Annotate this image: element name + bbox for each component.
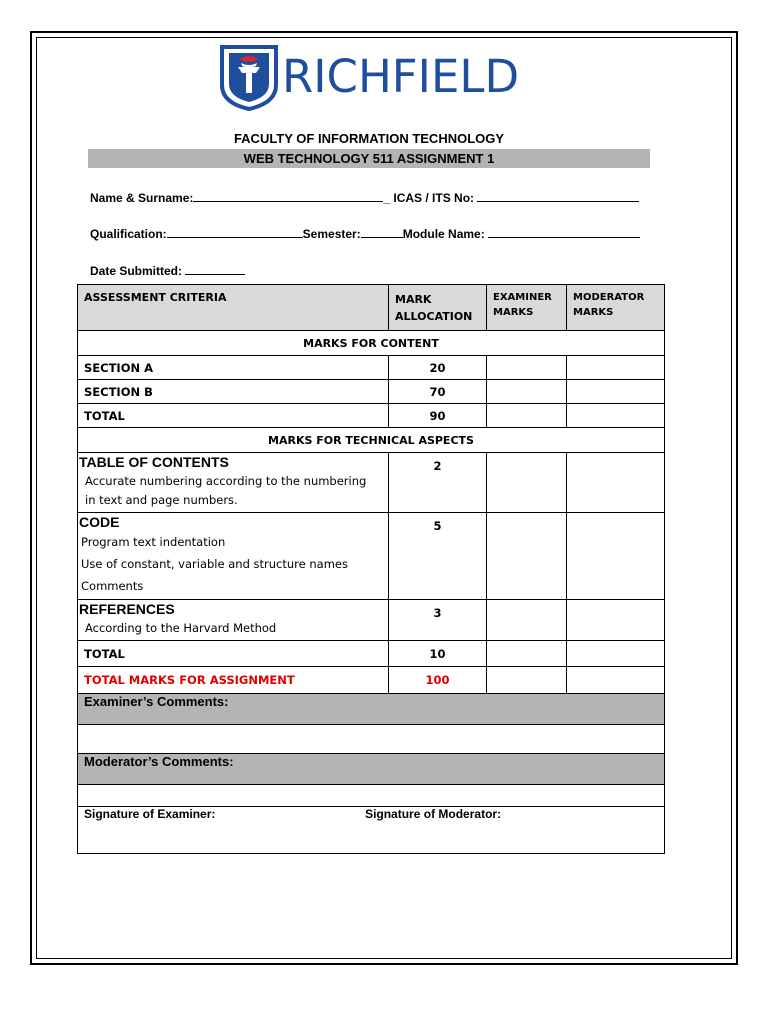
toc-moderator-cell[interactable]: [567, 453, 665, 513]
technical-total-examiner-cell[interactable]: [487, 641, 567, 667]
section-a-examiner-cell[interactable]: [487, 356, 567, 380]
assessment-table: [77, 284, 665, 854]
code-marks: 5: [389, 513, 487, 600]
brand-name: RICHFIELD: [282, 50, 520, 103]
signature-moderator-label: Signature of Moderator:: [365, 807, 502, 821]
name-field: [90, 190, 639, 205]
table-row: [78, 380, 665, 404]
grand-total-marks: 100: [389, 667, 487, 694]
code-examiner-cell[interactable]: [487, 513, 567, 600]
table-row: [78, 600, 665, 641]
icas-label: _ ICAS / ITS No:: [383, 191, 475, 205]
semester-input-line[interactable]: [361, 226, 403, 238]
header-mark-line2: ALLOCATION: [395, 310, 473, 323]
name-label: Name & Surname:: [90, 191, 194, 205]
table-row: [78, 641, 665, 667]
signature-cell: [78, 807, 665, 854]
references-line1: According to the Harvard Method: [85, 621, 277, 635]
code-line2: Use of constant, variable and structure names: [81, 557, 348, 571]
examiner-comments-row: [78, 725, 665, 754]
code-cell: [78, 513, 389, 600]
toc-line1: Accurate numbering according to the numbering: [85, 474, 367, 488]
technical-total-moderator-cell[interactable]: [567, 641, 665, 667]
toc-cell: [78, 453, 389, 513]
content-heading: MARKS FOR CONTENT: [78, 331, 665, 356]
icas-input-line[interactable]: [477, 190, 639, 202]
table-row: [78, 453, 665, 513]
moderator-comments-row: [78, 785, 665, 807]
section-a-marks: 20: [389, 356, 487, 380]
technical-total-label: TOTAL: [78, 641, 389, 667]
code-line1: Program text indentation: [81, 535, 226, 549]
name-input-line[interactable]: [193, 190, 383, 202]
moderator-comments-header-row: [78, 754, 665, 785]
header-examiner-line1: EXAMINER: [493, 292, 552, 303]
toc-examiner-cell[interactable]: [487, 453, 567, 513]
content-heading-row: [78, 331, 665, 356]
header-moderator-line2: MARKS: [573, 307, 614, 318]
qualification-input-line[interactable]: [167, 226, 303, 238]
grand-total-examiner-cell[interactable]: [487, 667, 567, 694]
signature-examiner-label: Signature of Examiner:: [84, 807, 216, 821]
module-label: Module Name:: [402, 227, 485, 241]
table-row: [78, 667, 665, 694]
module-input-line[interactable]: [488, 226, 640, 238]
date-label: Date Submitted:: [90, 264, 183, 278]
examiner-comments-input[interactable]: [78, 725, 665, 754]
content-total-label: TOTAL: [78, 404, 389, 428]
moderator-comments-label: Moderator’s Comments:: [78, 754, 665, 785]
technical-heading: MARKS FOR TECHNICAL ASPECTS: [78, 428, 665, 453]
grand-total-label: TOTAL MARKS FOR ASSIGNMENT: [78, 667, 389, 694]
technical-total-marks: 10: [389, 641, 487, 667]
section-a-moderator-cell[interactable]: [567, 356, 665, 380]
moderator-comments-input[interactable]: [78, 785, 665, 807]
semester-label: Semester:: [302, 227, 361, 241]
code-line3: Comments: [81, 579, 144, 593]
references-title: REFERENCES: [79, 601, 175, 617]
header-moderator-line1: MODERATOR: [573, 292, 645, 303]
section-a-label: SECTION A: [78, 356, 389, 380]
code-moderator-cell[interactable]: [567, 513, 665, 600]
table-row: [78, 356, 665, 380]
grand-total-moderator-cell[interactable]: [567, 667, 665, 694]
date-row: [90, 263, 245, 278]
examiner-comments-label: Examiner’s Comments:: [78, 694, 665, 725]
table-row: [78, 404, 665, 428]
qualification-label: Qualification:: [90, 227, 167, 241]
references-cell: [78, 600, 389, 641]
table-header-row: [78, 285, 665, 331]
header-examiner: [487, 285, 567, 331]
header-examiner-line2: MARKS: [493, 307, 534, 318]
references-moderator-cell[interactable]: [567, 600, 665, 641]
header-mark-line1: MARK: [395, 293, 432, 306]
section-b-marks: 70: [389, 380, 487, 404]
references-examiner-cell[interactable]: [487, 600, 567, 641]
toc-title: TABLE OF CONTENTS: [79, 454, 229, 470]
section-b-label: SECTION B: [78, 380, 389, 404]
section-b-examiner-cell[interactable]: [487, 380, 567, 404]
content-total-moderator-cell[interactable]: [567, 404, 665, 428]
signature-row: [78, 807, 665, 854]
toc-line2: in text and page numbers.: [85, 493, 238, 507]
faculty-title: FACULTY OF INFORMATION TECHNOLOGY: [233, 131, 505, 146]
qualification-row: [90, 226, 640, 241]
header-moderator: [567, 285, 665, 331]
technical-heading-row: [78, 428, 665, 453]
examiner-comments-header-row: [78, 694, 665, 725]
content-total-marks: 90: [389, 404, 487, 428]
table-row: [78, 513, 665, 600]
code-title: CODE: [79, 514, 120, 530]
header-mark-allocation: [389, 285, 487, 331]
references-marks: 3: [389, 600, 487, 641]
assignment-title: WEB TECHNOLOGY 511 ASSIGNMENT 1: [88, 149, 650, 168]
header-criteria: ASSESSMENT CRITERIA: [78, 285, 389, 331]
section-b-moderator-cell[interactable]: [567, 380, 665, 404]
date-input-line[interactable]: [185, 263, 245, 275]
toc-marks: 2: [389, 453, 487, 513]
content-total-examiner-cell[interactable]: [487, 404, 567, 428]
